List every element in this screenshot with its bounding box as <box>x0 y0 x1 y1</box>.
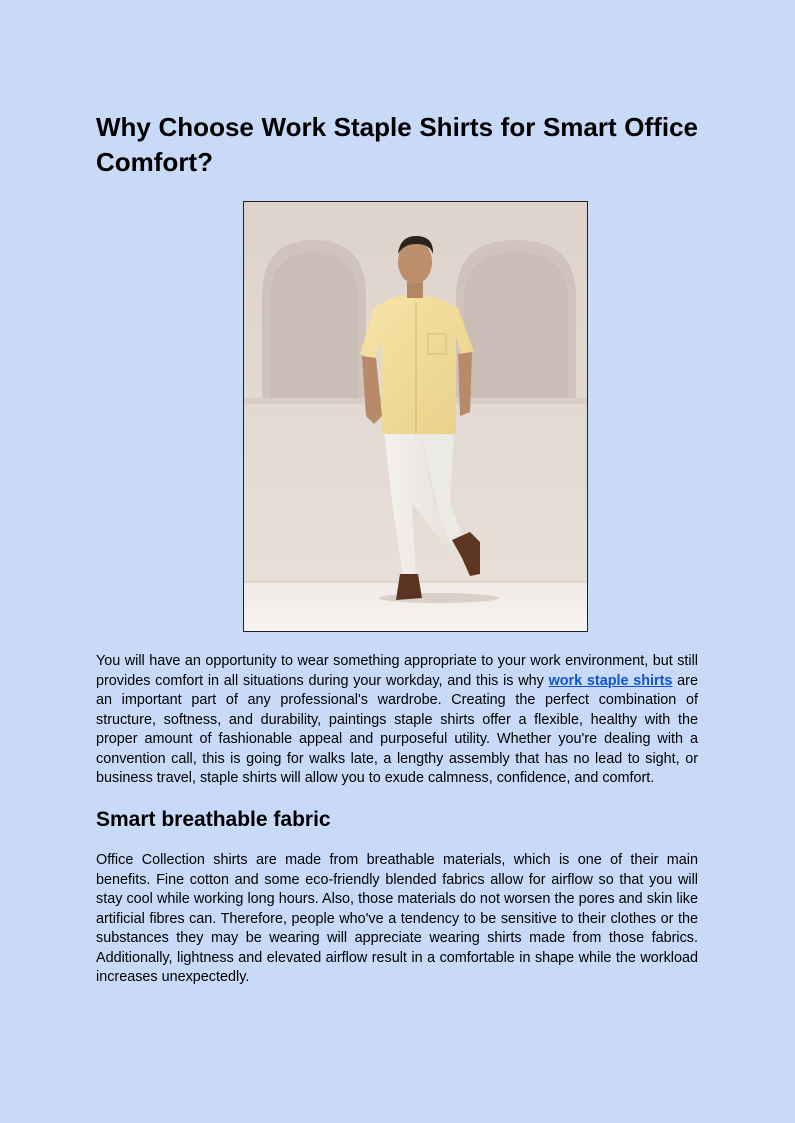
page-title: Why Choose Work Staple Shirts for Smart Office Comfort? <box>96 112 698 177</box>
intro-text-end: are an important part of any professional's wardrobe. Creating the perfect combination of structure, softness, and durability, paintings staple shirts offer a flexible, healthy with the proper amount of fashionable appeal and purposeful utility. Whether you're dealing with a convention call, this is going for walks late, a lengthy assembly that has no lead to sight, or business travel, staple shirts will allow you to exude calmness, confidence, and comfort. <box>96 672 698 786</box>
man-in-yellow-shirt-illustration <box>244 202 587 631</box>
fabric-paragraph: Office Collection shirts are made from breathable materials, which is one of their main benefits. Fine cotton and some eco-friendly blended fabrics allow for airflow so that you will stay cool while working long hours. Also, those materials do not worsen the pores and skin like artificial fibres can. Therefore, people who've a tendency to be sensitive to their clothes or the substances they may be wearing will appreciate wearing shirts made from those fabrics. Additionally, lightness and elevated airflow result in a comfortable in shape while the workload increases unexpectedly. <box>96 852 698 985</box>
hero-photo <box>243 201 588 632</box>
work-staple-shirts-link[interactable]: work staple shirts <box>548 672 673 689</box>
intro-paragraph <box>96 652 698 789</box>
section-heading-fabric: Smart breathable fabric <box>96 808 331 831</box>
intro-text-start: You will have an opportunity to wear something appropriate to your work environment, but still provides comfort in all situations during your workday, and this is why <box>96 653 698 689</box>
